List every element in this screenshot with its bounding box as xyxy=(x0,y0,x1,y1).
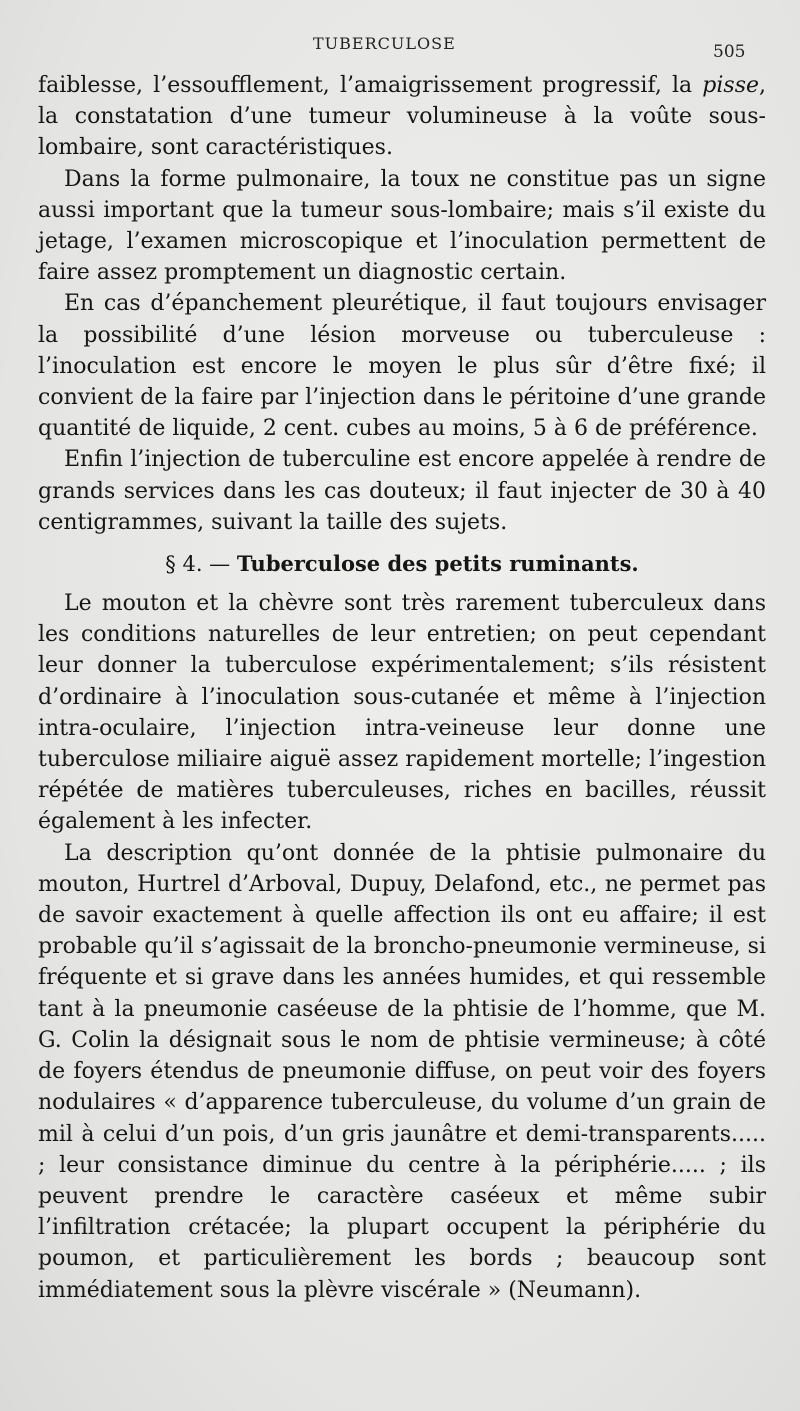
paragraph-text: , la constatation d’une tumeur volumineuse à la voûte sous-lombaire, sont caractéristiques. xyxy=(38,73,766,161)
paragraph: Dans la forme pulmonaire, la toux ne constitue pas un signe aussi important que la tumeur sous-lombaire; mais s’il existe du jetage, l’examen microscopique et l’inoculation permettent de faire assez promptement un diagnostic certain. xyxy=(38,166,766,286)
section-number: § 4. — xyxy=(165,552,231,577)
paragraph: Le mouton et la chèvre sont très rarement tuberculeux dans les conditions naturelles de leur entretien; on peut cependant leur donner la tuberculose expérimentalement; s’ils résistent d’ordinaire à l’inoculation sous-cutanée et même à l’injection intra-oculaire, l’injection intra-veineuse leur donne une tuberculose miliaire aiguë assez rapidement mortelle; l’ingestion répétée de matières tuberculeuses, riches en bacilles, réussit également à les infecter. xyxy=(38,591,766,835)
section-title: Tuberculose des petits ruminants. xyxy=(236,551,639,577)
section-heading xyxy=(38,550,766,578)
paragraph-continued xyxy=(38,70,766,164)
running-title: TUBERCULOSE xyxy=(313,34,456,53)
paragraph: La description qu’ont donnée de la phtisie pulmonaire du mouton, Hurtrel d’Arboval, Dupuy, Delafond, etc., ne permet pas de savoir exactement à quelle affection ils ont eu affaire; il est probable qu’il s’agissait de la broncho-pneumonie vermineuse, si fréquente et si grave dans les années humides, et qui ressemble tant à la pneumonie caséeuse de la phtisie de l’homme, que M. G. Colin la désignait sous le nom de phtisie vermineuse; à côté de foyers étendus de pneumonie diffuse, on peut voir des foyers nodulaires « d’apparence tuberculeuse, du volume d’un grain de mil à celui d’un pois, d’un gris jaunâtre et demi-transparents..... ; leur consistance diminue du centre à la périphérie..... ; ils peuvent prendre le caractère caséeux et même subir l’infiltration crétacée; la plupart occupent la périphérie du poumon, et particulièrement les bords ; beaucoup sont immédiatement sous la plèvre viscérale » (Neumann). xyxy=(38,840,766,1303)
emphasized-word: pisse xyxy=(702,73,759,98)
paragraph: Enfin l’injection de tuberculine est encore appelée à rendre de grands services dans les cas douteux; il faut injecter de 30 à 40 centigrammes, suivant la taille des sujets. xyxy=(38,447,766,535)
running-head xyxy=(0,30,800,60)
page-number: 505 xyxy=(713,42,746,62)
paragraph: En cas d’épanchement pleurétique, il faut toujours envisager la possibilité d’une lésion morveuse ou tuberculeuse : l’inoculation est encore le moyen le plus sûr d’être fixé; il convient de la faire par l’injection dans le péritoine d’une grande quantité de liquide, 2 cent. cubes au moins, 5 à 6 de préférence. xyxy=(38,291,766,442)
body-text xyxy=(38,70,766,1306)
paragraph-text: faiblesse, l’essoufflement, l’amaigrissement progressif, la xyxy=(38,73,703,98)
